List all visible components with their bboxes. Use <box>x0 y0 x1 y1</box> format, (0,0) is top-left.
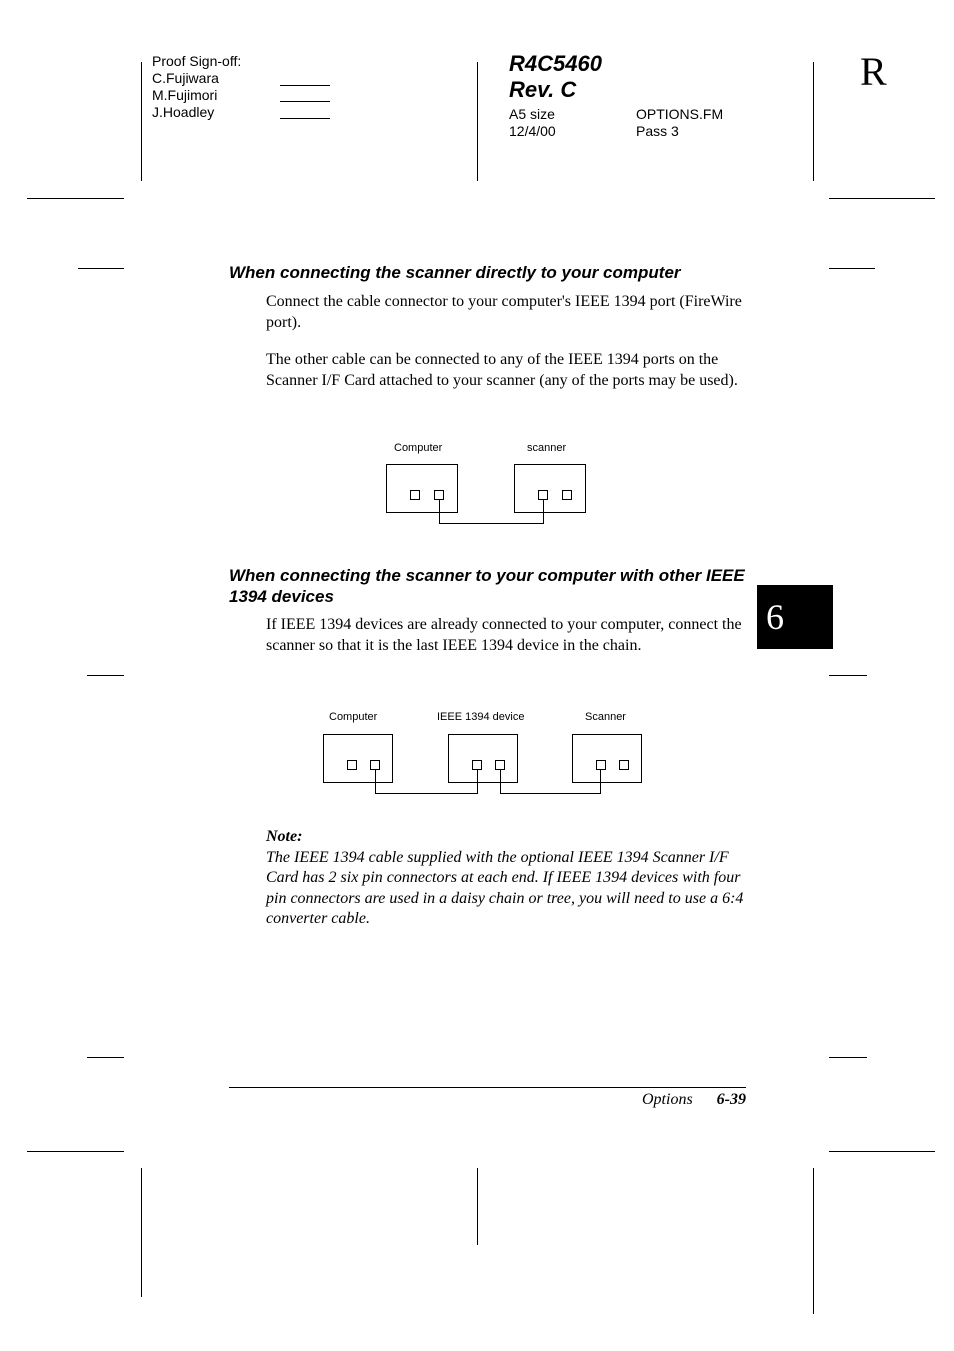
signoff-line <box>280 101 330 102</box>
crop-mark <box>27 1151 124 1152</box>
crop-mark <box>477 1168 478 1245</box>
diagram-label-computer: Computer <box>394 442 443 454</box>
port-icon <box>538 490 548 500</box>
signoff-line <box>280 85 330 86</box>
crop-mark <box>829 1151 935 1152</box>
doc-meta-left <box>509 106 556 140</box>
port-icon <box>562 490 572 500</box>
note-text: The IEEE 1394 cable supplied with the optional IEEE 1394 Scanner I/F Card has 2 six pin connectors at each end. If IEEE 1394 devices with four pin connectors are used in a daisy chain or tree, you will need to use a 6:4 converter cable. <box>266 848 744 927</box>
crop-mark <box>477 62 478 181</box>
proof-signoff-block <box>152 53 241 121</box>
scanner-box <box>514 464 586 513</box>
model-number: R4C5460 <box>509 51 602 76</box>
paragraph: The other cable can be connected to any of the IEEE 1394 ports on the Scanner I/F Card attached to your scanner (any of the ports may be used). <box>266 351 738 389</box>
note-title: Note: <box>266 828 303 845</box>
model-title <box>509 51 602 103</box>
pass-number: Pass 3 <box>636 123 679 139</box>
signer-name: C.Fujiwara <box>152 70 219 86</box>
doc-meta-right <box>636 106 723 140</box>
doc-date: 12/4/00 <box>509 123 556 139</box>
port-icon <box>347 760 357 770</box>
crop-mark <box>829 198 935 199</box>
section-heading: When connecting the scanner to your computer with other IEEE 1394 devices <box>229 566 745 606</box>
crop-mark <box>829 268 875 269</box>
cable-line <box>375 793 478 794</box>
port-icon <box>619 760 629 770</box>
cable-line <box>375 770 376 794</box>
note-block <box>266 827 750 930</box>
paragraph: If IEEE 1394 devices are already connected to your computer, connect the scanner so that it is the last IEEE 1394 device in the chain. <box>266 616 742 654</box>
cable-line <box>439 500 440 524</box>
footer-rule <box>229 1087 746 1088</box>
paragraph: Connect the cable connector to your computer's IEEE 1394 port (FireWire port). <box>266 293 742 331</box>
crop-mark <box>87 675 124 676</box>
diagram-label-computer: Computer <box>329 711 378 723</box>
paper-size: A5 size <box>509 106 555 122</box>
corner-mark: R <box>860 49 887 94</box>
proof-label: Proof Sign-off: <box>152 53 242 69</box>
port-icon <box>495 760 505 770</box>
diagram-label-ieee-device: IEEE 1394 device <box>437 711 525 723</box>
crop-mark <box>87 1057 124 1058</box>
section-heading: When connecting the scanner directly to your computer <box>229 263 681 282</box>
signoff-line <box>280 118 330 119</box>
crop-mark <box>829 675 867 676</box>
footer-section: Options <box>642 1091 693 1108</box>
cable-line <box>477 770 478 794</box>
revision: Rev. C <box>509 77 577 102</box>
port-icon <box>596 760 606 770</box>
port-icon <box>410 490 420 500</box>
crop-mark <box>141 62 142 181</box>
computer-box <box>386 464 458 513</box>
chapter-tab <box>757 585 833 649</box>
footer <box>600 1089 746 1111</box>
port-icon <box>472 760 482 770</box>
cable-line <box>543 500 544 524</box>
port-icon <box>434 490 444 500</box>
cable-line <box>500 770 501 794</box>
cable-line <box>500 793 601 794</box>
crop-mark <box>813 62 814 181</box>
crop-mark <box>829 1057 867 1058</box>
chapter-number: 6 <box>766 597 784 637</box>
port-icon <box>370 760 380 770</box>
signer-name: M.Fujimori <box>152 87 218 103</box>
scanner-box <box>572 734 642 783</box>
crop-mark <box>78 268 124 269</box>
computer-box <box>323 734 393 783</box>
cable-line <box>600 770 601 794</box>
footer-page-number: 6-39 <box>716 1091 746 1108</box>
diagram-label-scanner: scanner <box>527 442 567 454</box>
crop-mark <box>813 1168 814 1314</box>
ieee-device-box <box>448 734 518 783</box>
diagram-label-scanner: Scanner <box>585 711 626 723</box>
crop-mark <box>141 1168 142 1297</box>
crop-mark <box>27 198 124 199</box>
file-name: OPTIONS.FM <box>636 106 724 122</box>
cable-line <box>439 523 544 524</box>
signer-name: J.Hoadley <box>152 104 215 120</box>
